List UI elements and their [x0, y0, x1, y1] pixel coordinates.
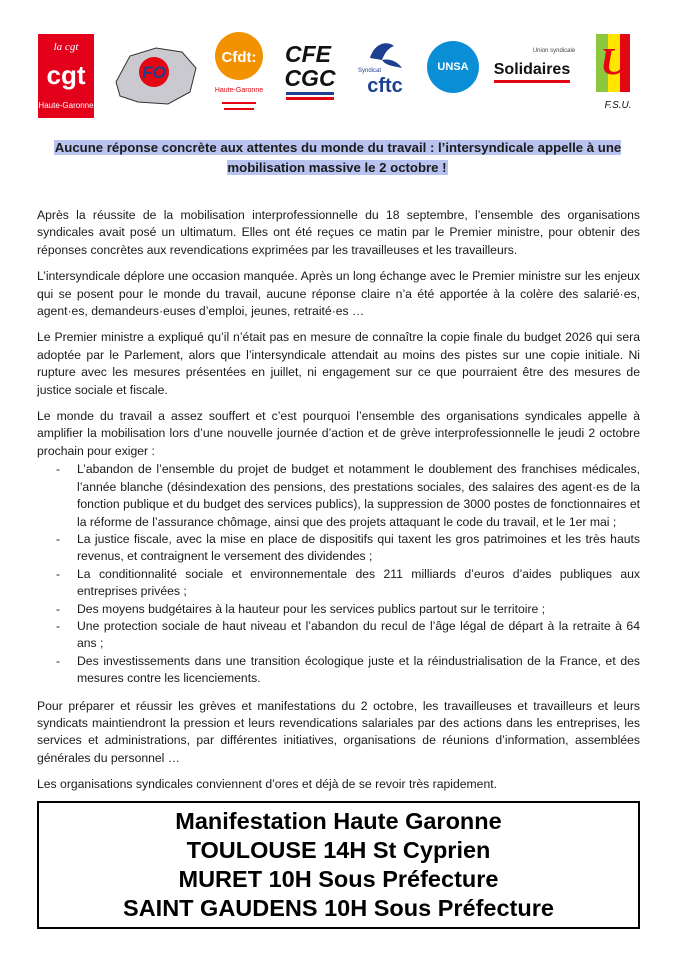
paragraph-occasion-manquee: L’intersyndicale déplore une occasion manquée. Après un long échange avec le Premier ministre sur les enjeux qui se posent pour le monde du travail, aucune réponse claire n’a été apportée à la colère des salarié·es, agent·es, demandeurs·euses d’emploi, jeunes, retraité·es … [37, 269, 640, 319]
manifestation-box [37, 801, 640, 929]
list-item: - Des investissements dans une transition écologique juste et la réindustrialisation de la France, et des mesures contre les licenciements. [56, 653, 640, 686]
paragraph-budget: Le Premier ministre a expliqué qu’il n’était pas en mesure de connaître la copie finale du budget 2026 qui sera adoptée par le Parlement, alors que l’intersyndicale attendait au moins des pistes sur une copie initiale. Ni rupture avec les mesures présentées en juillet, ni engagement sur ce que pourraient être des mesures de justice sociale et fiscale. [37, 330, 640, 397]
cgt-logo-sub: Haute-Garonne [38, 101, 94, 110]
body-text [37, 207, 640, 803]
paragraph-appel: Le monde du travail a assez souffert et c’est pourquoi l’ensemble des organisations syndicales appelle à amplifier la mobilisation lors d’une nouvelle journée d’action et de grève interprofessionnelle le jeudi 2 octobre prochain pour exiger : [37, 409, 640, 458]
fsu-logo-letter: U [600, 41, 628, 83]
manifestation-saint-gaudens: SAINT GAUDENS 10H Sous Préfecture [123, 895, 554, 921]
list-item: - L’abandon de l’ensemble du projet de budget et notamment le doublement des franchises médicales, l’année blanche (désindexation des pensions, des prestations sociales, des salaires des agent·es de la fonction publique et du budget des services publics), la suppression de 3000 postes de fonctionnaires et la réforme de l’assurance chômage, ainsi que des projets attaquant le code du travail, et le 1er mai ; [56, 462, 640, 529]
union-logos-banner [30, 28, 650, 124]
cfdt-logo-text: Cfdt: [221, 49, 257, 66]
list-item: - Des moyens budgétaires à la hauteur pour les services publics partout sur le territoire ; [37, 601, 640, 618]
bullet-dash: - [56, 653, 61, 668]
svg-text:cgt: cgt [46, 60, 86, 90]
cgc-logo-text: CGC [284, 65, 336, 91]
cftc-logo-text: cftc [367, 75, 403, 97]
bullet-dash: - [56, 462, 61, 477]
fo-logo-text: FO [142, 63, 166, 82]
fsu-logo-text: F.S.U. [604, 100, 632, 111]
cfdt-logo-sub: Haute-Garonne [214, 87, 264, 94]
headline [30, 138, 645, 178]
cfdt-logo [208, 30, 270, 120]
list-item: - La justice fiscale, avec la mise en place de dispositifs qui taxent les gros patrimoines et les très hauts revenus, et contraignent le versement des dividendes ; [56, 531, 640, 564]
cfe-cgc-logo [278, 34, 342, 106]
fsu-logo [590, 32, 646, 114]
solidaires-logo-sub: Union syndicale [532, 48, 576, 54]
paragraph-closing: Pour préparer et réussir les grèves et manifestations du 2 octobre, les travailleuses et travailleurs et leurs syndicats maintiendront la pression et leurs revendications salariales par des actions dans les entreprises, les services et administrations, par différentes initiatives, organisations de réunions d’information, assemblées générales du personnel … [37, 698, 640, 765]
solidaires-logo [488, 42, 576, 94]
cftc-logo-sub: Syndicat [358, 68, 382, 74]
bullet-dash: - [56, 566, 61, 581]
paragraph-final-note: Les organisations syndicales conviennent d’ores et déjà de se revoir très rapidement. [37, 777, 498, 792]
list-item: - La conditionnalité sociale et environnementale des 211 milliards d’euros d’aides publiques aux entreprises privées ; [56, 566, 640, 599]
cfe-logo-text: CFE [285, 41, 331, 67]
manifestation-toulouse: TOULOUSE 14H St Cyprien [186, 837, 491, 863]
list-item: - Une protection sociale de haut niveau et l’abandon du recul de l’âge légal de départ à la retraite à 64 ans ; [56, 618, 640, 651]
cgt-logo-text: la cgt [53, 41, 79, 53]
solidaires-logo-text: Solidaires [493, 61, 571, 78]
bullet-dash: - [56, 601, 61, 616]
manifestation-muret: MURET 10H Sous Préfecture [178, 866, 499, 892]
cgt-logo [38, 34, 94, 118]
cftc-logo [352, 36, 418, 104]
headline-text: Aucune réponse concrète aux attentes du monde du travail : l’intersyndicale appelle à une mobilisation massive le 2 octobre ! [54, 140, 622, 175]
fo-logo [108, 42, 200, 108]
demands-list [37, 461, 640, 687]
bullet-dash: - [56, 618, 61, 633]
unsa-logo [426, 38, 480, 96]
manifestation-title: Manifestation Haute Garonne [175, 808, 502, 834]
paragraph-ultimatum: Après la réussite de la mobilisation interprofessionnelle du 18 septembre, l’ensemble des organisations syndicales avait posé un ultimatum. Elles ont été reçues ce matin par le Premier ministre, pour obtenir des réponses concrètes aux revendications exprimées par les travailleuses et les travailleurs. [37, 208, 640, 257]
bullet-dash: - [56, 531, 61, 546]
unsa-logo-text: UNSA [437, 61, 469, 73]
